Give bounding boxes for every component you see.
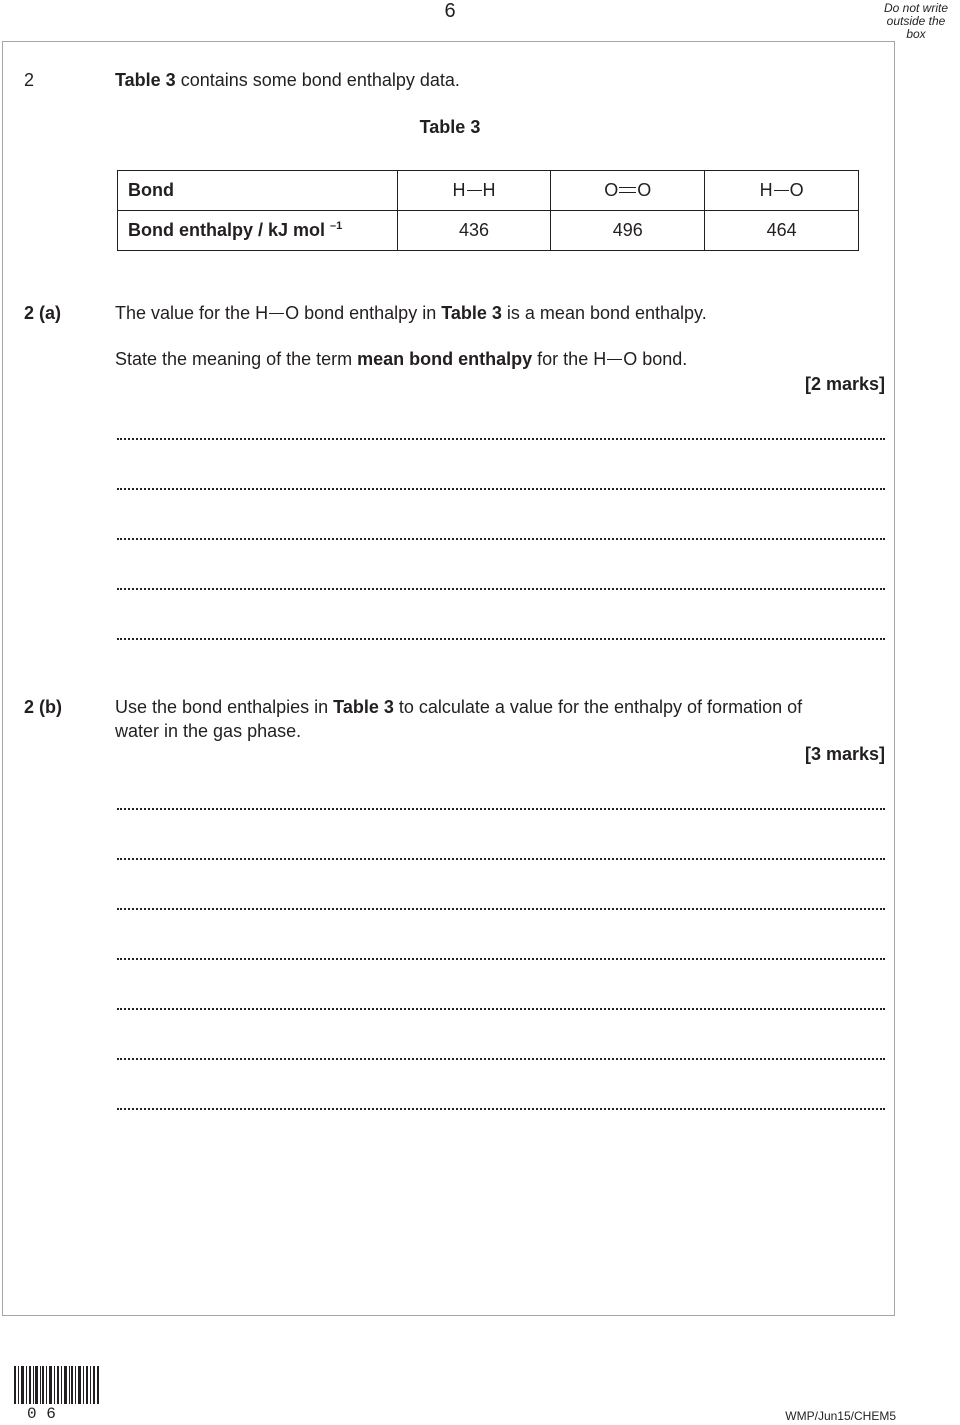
intro-table-ref: Table 3 — [115, 70, 176, 90]
table-caption: Table 3 — [419, 117, 481, 137]
table-row-enthalpy — [118, 211, 859, 251]
row-header-bond: Bond — [118, 171, 398, 211]
answer-line[interactable] — [117, 438, 885, 440]
part-b-marks: [3 marks] — [804, 744, 885, 764]
part-b-line1: Use the bond enthalpies in Table 3 to calculate a value for the enthalpy of formation of — [115, 697, 803, 717]
single-bond-icon — [269, 313, 284, 314]
answer-line[interactable] — [117, 1108, 885, 1110]
answer-line[interactable] — [117, 908, 885, 910]
single-bond-icon — [774, 190, 789, 191]
part-a-line2: State the meaning of the term mean bond enthalpy for the H O bond. — [115, 349, 688, 369]
barcode-digits: 0 6 — [27, 1405, 56, 1423]
answer-line[interactable] — [117, 588, 885, 590]
single-bond-icon — [607, 359, 622, 360]
answer-line[interactable] — [117, 958, 885, 960]
double-bond-icon — [619, 187, 636, 193]
answer-line[interactable] — [117, 858, 885, 860]
bond-oo: O O — [551, 171, 705, 211]
footer-code: WMP/Jun15/CHEM5 — [785, 1409, 896, 1423]
table-row-bonds — [118, 171, 859, 211]
enthalpy-ho: 464 — [705, 211, 859, 251]
part-a-line1: The value for the H O bond enthalpy in Table 3 is a mean bond enthalpy. — [115, 303, 707, 323]
answer-line[interactable] — [117, 1058, 885, 1060]
bond-ho: H O — [705, 171, 859, 211]
bond-hh: H H — [397, 171, 551, 211]
part-a-marks: [2 marks] — [804, 374, 885, 394]
part-a-label: 2 (a) — [24, 303, 62, 323]
question-number: 2 — [24, 70, 35, 90]
intro-text: contains some bond enthalpy data. — [175, 70, 460, 90]
barcode-icon — [14, 1366, 99, 1404]
single-bond-icon — [467, 190, 482, 191]
question-intro — [115, 68, 460, 92]
answer-line[interactable] — [117, 538, 885, 540]
part-b-line2: water in the gas phase. — [115, 721, 302, 741]
enthalpy-hh: 436 — [397, 211, 551, 251]
answer-line[interactable] — [117, 1008, 885, 1010]
bond-enthalpy-table — [117, 170, 859, 251]
row-header-enthalpy: Bond enthalpy / kJ mol $^{-1}$ — [118, 211, 398, 251]
answer-line[interactable] — [117, 638, 885, 640]
answer-line[interactable] — [117, 488, 885, 490]
part-b-label: 2 (b) — [24, 697, 62, 717]
enthalpy-oo: 496 — [551, 211, 705, 251]
page-number: 6 — [444, 0, 456, 22]
answer-line[interactable] — [117, 808, 885, 810]
margin-note: Do not write outside the box — [883, 1, 949, 41]
